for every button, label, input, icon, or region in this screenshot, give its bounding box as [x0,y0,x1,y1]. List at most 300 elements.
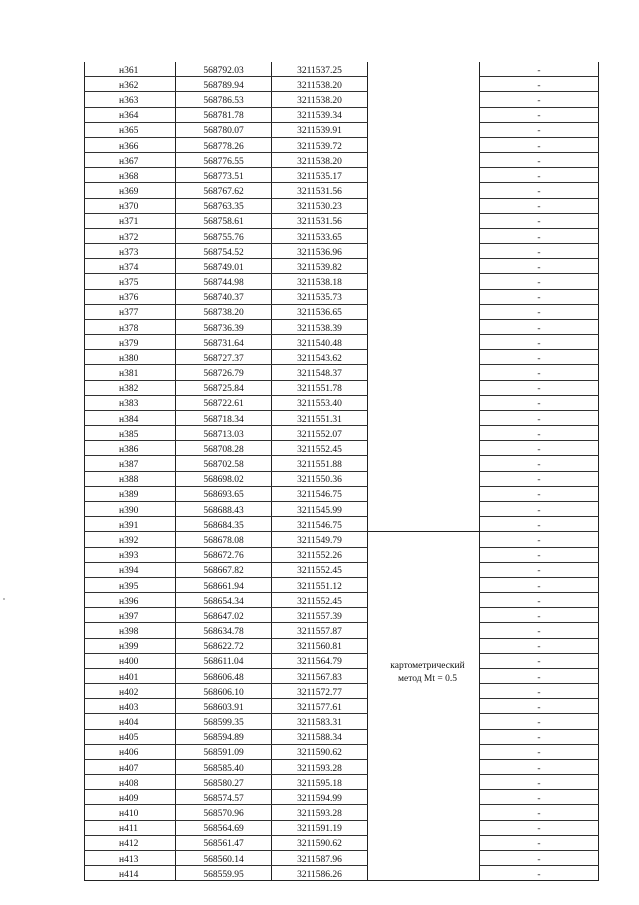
table-row [85,820,599,835]
method-cell [368,775,480,790]
y-coordinate-cell: 3211540.48 [272,335,368,350]
precision-cell: - [480,335,599,350]
y-coordinate-cell: 3211531.56 [272,213,368,228]
y-coordinate-cell: 3211531.56 [272,183,368,198]
y-coordinate-cell: 3211546.75 [272,486,368,501]
table-row [85,744,599,759]
y-coordinate-cell: 3211551.31 [272,410,368,425]
point-name-cell: н387 [85,456,176,471]
table-row [85,501,599,516]
x-coordinate-cell: 568731.64 [176,335,272,350]
table-row [85,850,599,865]
table-row [85,380,599,395]
point-name-cell: н370 [85,198,176,213]
table-row [85,517,599,532]
y-coordinate-cell: 3211577.61 [272,699,368,714]
table-row [85,729,599,744]
point-name-cell: н402 [85,684,176,699]
x-coordinate-cell: 568559.95 [176,866,272,881]
y-coordinate-cell: 3211536.96 [272,244,368,259]
point-name-cell: н396 [85,593,176,608]
x-coordinate-cell: 568594.89 [176,729,272,744]
x-coordinate-cell: 568722.61 [176,395,272,410]
y-coordinate-cell: 3211551.78 [272,380,368,395]
precision-cell: - [480,744,599,759]
table-row [85,62,599,77]
x-coordinate-cell: 568708.28 [176,441,272,456]
x-coordinate-cell: 568667.82 [176,562,272,577]
point-name-cell: н361 [85,62,176,77]
y-coordinate-cell: 3211539.72 [272,137,368,152]
precision-cell: - [480,380,599,395]
method-cell [368,744,480,759]
table-row [85,684,599,699]
precision-cell: - [480,653,599,668]
method-cell [368,319,480,334]
y-coordinate-cell: 3211551.12 [272,577,368,592]
x-coordinate-cell: 568654.34 [176,593,272,608]
table-row [85,562,599,577]
method-cell [368,228,480,243]
x-coordinate-cell: 568622.72 [176,638,272,653]
x-coordinate-cell: 568738.20 [176,304,272,319]
table-row [85,577,599,592]
point-name-cell: н372 [85,228,176,243]
precision-cell: - [480,122,599,137]
table-row [85,183,599,198]
point-name-cell: н389 [85,486,176,501]
x-coordinate-cell: 568727.37 [176,350,272,365]
point-name-cell: н363 [85,92,176,107]
y-coordinate-cell: 3211557.87 [272,623,368,638]
method-cell [368,168,480,183]
point-name-cell: н400 [85,653,176,668]
precision-cell: - [480,319,599,334]
x-coordinate-cell: 568726.79 [176,365,272,380]
y-coordinate-cell: 3211538.18 [272,274,368,289]
precision-cell: - [480,866,599,881]
table-row [85,395,599,410]
precision-cell: - [480,62,599,77]
precision-cell: - [480,244,599,259]
table-row [85,471,599,486]
table-row [85,244,599,259]
y-coordinate-cell: 3211538.39 [272,319,368,334]
y-coordinate-cell: 3211538.20 [272,77,368,92]
precision-cell: - [480,198,599,213]
table-row [85,547,599,562]
method-cell [368,441,480,456]
point-name-cell: н385 [85,426,176,441]
precision-cell: - [480,775,599,790]
table-row [85,623,599,638]
precision-cell: - [480,289,599,304]
precision-cell: - [480,608,599,623]
y-coordinate-cell: 3211552.45 [272,593,368,608]
method-cell [368,699,480,714]
method-cell [368,244,480,259]
y-coordinate-cell: 3211539.82 [272,259,368,274]
method-label-line1: картометрический [390,661,465,671]
table-row [85,714,599,729]
table-row [85,137,599,152]
method-cell [368,577,480,592]
x-coordinate-cell: 568780.07 [176,122,272,137]
table-row [85,107,599,122]
y-coordinate-cell: 3211536.65 [272,304,368,319]
x-coordinate-cell: 568564.69 [176,820,272,835]
table-row [85,456,599,471]
method-cell [368,198,480,213]
method-cell [368,638,480,653]
precision-cell: - [480,850,599,865]
x-coordinate-cell: 568599.35 [176,714,272,729]
x-coordinate-cell: 568725.84 [176,380,272,395]
table-row [85,638,599,653]
table-row [85,259,599,274]
y-coordinate-cell: 3211543.62 [272,350,368,365]
precision-cell: - [480,501,599,516]
method-cell [368,759,480,774]
precision-cell: - [480,835,599,850]
point-name-cell: н392 [85,532,176,547]
method-cell [368,729,480,744]
precision-cell: - [480,274,599,289]
x-coordinate-cell: 568580.27 [176,775,272,790]
x-coordinate-cell: 568684.35 [176,517,272,532]
point-name-cell: н362 [85,77,176,92]
table-row [85,775,599,790]
y-coordinate-cell: 3211560.81 [272,638,368,653]
x-coordinate-cell: 568754.52 [176,244,272,259]
table-row [85,92,599,107]
method-cell [368,335,480,350]
y-coordinate-cell: 3211539.91 [272,122,368,137]
y-coordinate-cell: 3211537.25 [272,62,368,77]
point-name-cell: н395 [85,577,176,592]
table-row [85,410,599,425]
point-name-cell: н390 [85,501,176,516]
table-row [85,304,599,319]
point-name-cell: н383 [85,395,176,410]
x-coordinate-cell: 568698.02 [176,471,272,486]
precision-cell: - [480,213,599,228]
point-name-cell: н409 [85,790,176,805]
y-coordinate-cell: 3211551.88 [272,456,368,471]
method-cell [368,623,480,638]
point-name-cell: н379 [85,335,176,350]
y-coordinate-cell: 3211586.26 [272,866,368,881]
y-coordinate-cell: 3211595.18 [272,775,368,790]
method-cell [368,850,480,865]
precision-cell: - [480,107,599,122]
precision-cell: - [480,547,599,562]
point-name-cell: н391 [85,517,176,532]
x-coordinate-cell: 568740.37 [176,289,272,304]
precision-cell: - [480,638,599,653]
x-coordinate-cell: 568560.14 [176,850,272,865]
table-row [85,289,599,304]
y-coordinate-cell: 3211552.26 [272,547,368,562]
precision-cell: - [480,668,599,683]
point-name-cell: н366 [85,137,176,152]
method-cell [368,501,480,516]
method-cell [368,426,480,441]
precision-cell: - [480,259,599,274]
point-name-cell: н397 [85,608,176,623]
x-coordinate-cell: 568661.94 [176,577,272,592]
table-row [85,532,599,547]
precision-cell: - [480,623,599,638]
precision-cell: - [480,714,599,729]
method-cell [368,562,480,577]
precision-cell: - [480,486,599,501]
table-row [85,335,599,350]
point-name-cell: н368 [85,168,176,183]
coordinates-table-body [85,62,599,881]
x-coordinate-cell: 568718.34 [176,410,272,425]
point-name-cell: н410 [85,805,176,820]
x-coordinate-cell: 568744.98 [176,274,272,289]
x-coordinate-cell: 568778.26 [176,137,272,152]
x-coordinate-cell: 568713.03 [176,426,272,441]
table-row [85,699,599,714]
table-row [85,608,599,623]
point-name-cell: н405 [85,729,176,744]
method-cell [368,304,480,319]
table-row [85,441,599,456]
y-coordinate-cell: 3211549.79 [272,532,368,547]
point-name-cell: н382 [85,380,176,395]
precision-cell: - [480,820,599,835]
table-row [85,790,599,805]
method-cell [368,805,480,820]
precision-cell: - [480,183,599,198]
precision-cell: - [480,77,599,92]
precision-cell: - [480,365,599,380]
y-coordinate-cell: 3211535.17 [272,168,368,183]
x-coordinate-cell: 568591.09 [176,744,272,759]
method-label-line2: метод Mt = 0.5 [397,674,457,684]
x-coordinate-cell: 568786.53 [176,92,272,107]
method-cell [368,593,480,608]
y-coordinate-cell: 3211583.31 [272,714,368,729]
precision-cell: - [480,532,599,547]
x-coordinate-cell: 568561.47 [176,835,272,850]
method-cell [368,486,480,501]
y-coordinate-cell: 3211539.34 [272,107,368,122]
precision-cell: - [480,456,599,471]
method-cell [368,77,480,92]
table-row [85,426,599,441]
y-coordinate-cell: 3211593.28 [272,805,368,820]
point-name-cell: н384 [85,410,176,425]
table-row [85,228,599,243]
y-coordinate-cell: 3211548.37 [272,365,368,380]
coordinates-table [84,62,599,881]
precision-cell: - [480,395,599,410]
point-name-cell: н369 [85,183,176,198]
point-name-cell: н404 [85,714,176,729]
method-cell [368,274,480,289]
table-row [85,77,599,92]
table-row [85,168,599,183]
x-coordinate-cell: 568606.10 [176,684,272,699]
y-coordinate-cell: 3211572.77 [272,684,368,699]
table-row [85,593,599,608]
y-coordinate-cell: 3211567.83 [272,668,368,683]
point-name-cell: н403 [85,699,176,714]
point-name-cell: н376 [85,289,176,304]
precision-cell: - [480,471,599,486]
precision-cell: - [480,729,599,744]
method-cell [368,213,480,228]
table-row [85,365,599,380]
y-coordinate-cell: 3211590.62 [272,835,368,850]
point-name-cell: н388 [85,471,176,486]
precision-cell: - [480,517,599,532]
table-row [85,759,599,774]
table-row [85,122,599,137]
method-cell [368,153,480,168]
precision-cell: - [480,759,599,774]
x-coordinate-cell: 568776.55 [176,153,272,168]
x-coordinate-cell: 568702.58 [176,456,272,471]
precision-cell: - [480,168,599,183]
y-coordinate-cell: 3211546.75 [272,517,368,532]
precision-cell: - [480,410,599,425]
y-coordinate-cell: 3211593.28 [272,759,368,774]
table-row [85,653,599,668]
method-label [372,660,483,686]
method-cell [368,532,480,547]
method-cell [368,350,480,365]
x-coordinate-cell: 568749.01 [176,259,272,274]
method-cell [368,122,480,137]
precision-cell: - [480,304,599,319]
y-coordinate-cell: 3211552.07 [272,426,368,441]
method-cell [368,380,480,395]
method-cell [368,289,480,304]
method-cell [368,410,480,425]
x-coordinate-cell: 568585.40 [176,759,272,774]
method-cell [368,790,480,805]
x-coordinate-cell: 568570.96 [176,805,272,820]
table-row [85,198,599,213]
x-coordinate-cell: 568755.76 [176,228,272,243]
precision-cell: - [480,684,599,699]
point-name-cell: н371 [85,213,176,228]
point-name-cell: н386 [85,441,176,456]
point-name-cell: н413 [85,850,176,865]
method-cell [368,471,480,486]
table-row [85,486,599,501]
point-name-cell: н380 [85,350,176,365]
method-cell [368,259,480,274]
point-name-cell: н406 [85,744,176,759]
point-name-cell: н381 [85,365,176,380]
y-coordinate-cell: 3211535.73 [272,289,368,304]
x-coordinate-cell: 568678.08 [176,532,272,547]
x-coordinate-cell: 568603.91 [176,699,272,714]
scan-artifact [3,598,5,600]
x-coordinate-cell: 568693.65 [176,486,272,501]
x-coordinate-cell: 568688.43 [176,501,272,516]
y-coordinate-cell: 3211552.45 [272,441,368,456]
table-row [85,350,599,365]
method-cell [368,835,480,850]
point-name-cell: н399 [85,638,176,653]
x-coordinate-cell: 568647.02 [176,608,272,623]
method-cell [368,714,480,729]
x-coordinate-cell: 568773.51 [176,168,272,183]
x-coordinate-cell: 568606.48 [176,668,272,683]
method-cell [368,456,480,471]
x-coordinate-cell: 568634.78 [176,623,272,638]
method-cell [368,547,480,562]
method-cell [368,517,480,532]
precision-cell: - [480,426,599,441]
x-coordinate-cell: 568767.62 [176,183,272,198]
point-name-cell: н374 [85,259,176,274]
point-name-cell: н411 [85,820,176,835]
y-coordinate-cell: 3211530.23 [272,198,368,213]
table-row [85,319,599,334]
table-row [85,805,599,820]
x-coordinate-cell: 568736.39 [176,319,272,334]
point-name-cell: н393 [85,547,176,562]
point-name-cell: н394 [85,562,176,577]
precision-cell: - [480,593,599,608]
method-cell [368,866,480,881]
table-row [85,866,599,881]
precision-cell: - [480,153,599,168]
method-cell [368,365,480,380]
table-row [85,668,599,683]
precision-cell: - [480,805,599,820]
method-cell [368,395,480,410]
y-coordinate-cell: 3211552.45 [272,562,368,577]
point-name-cell: н365 [85,122,176,137]
method-cell [368,608,480,623]
point-name-cell: н375 [85,274,176,289]
point-name-cell: н414 [85,866,176,881]
precision-cell: - [480,577,599,592]
y-coordinate-cell: 3211550.36 [272,471,368,486]
point-name-cell: н401 [85,668,176,683]
point-name-cell: н407 [85,759,176,774]
precision-cell: - [480,137,599,152]
precision-cell: - [480,441,599,456]
precision-cell: - [480,562,599,577]
point-name-cell: н367 [85,153,176,168]
method-cell [368,820,480,835]
x-coordinate-cell: 568763.35 [176,198,272,213]
y-coordinate-cell: 3211594.99 [272,790,368,805]
point-name-cell: н408 [85,775,176,790]
method-cell [368,107,480,122]
point-name-cell: н412 [85,835,176,850]
precision-cell: - [480,350,599,365]
precision-cell: - [480,790,599,805]
y-coordinate-cell: 3211591.19 [272,820,368,835]
table-row [85,153,599,168]
point-name-cell: н398 [85,623,176,638]
table-row [85,835,599,850]
x-coordinate-cell: 568574.57 [176,790,272,805]
precision-cell: - [480,92,599,107]
point-name-cell: н373 [85,244,176,259]
